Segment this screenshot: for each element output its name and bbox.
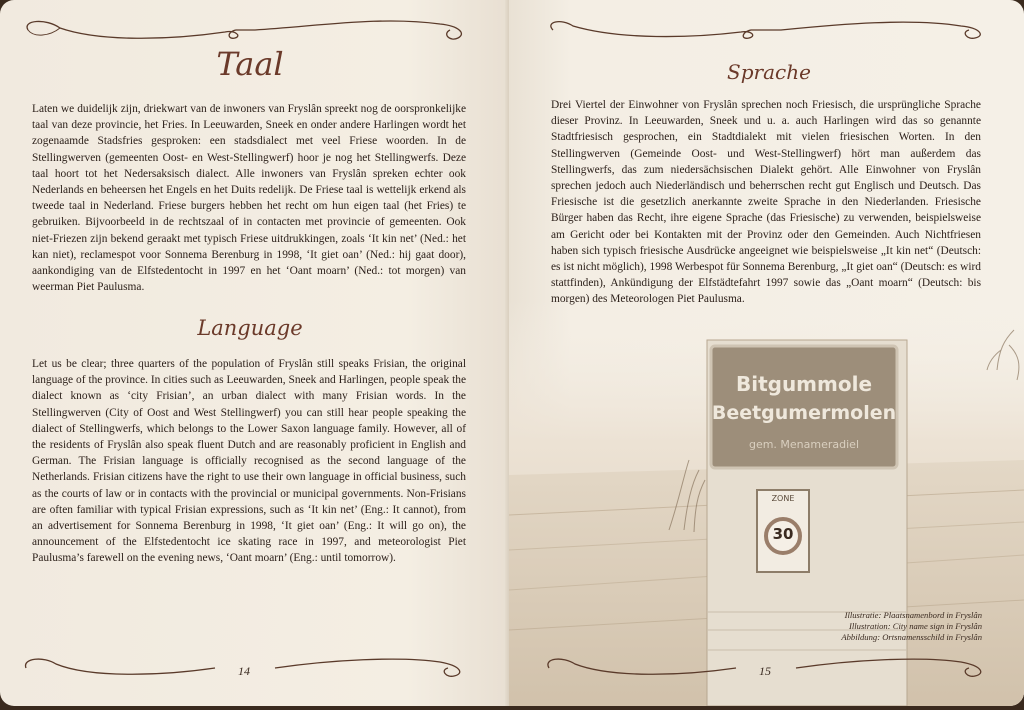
- caption-german: Abbildung: Ortsnamensschild in Fryslân: [841, 632, 982, 642]
- page-number-left: 14: [238, 664, 250, 678]
- sign-line-1: Bitgummole: [735, 372, 873, 396]
- page-title: Taal: [216, 45, 284, 83]
- english-paragraph: Let us be clear; three quarters of the population of Fryslân still speaks Frisian, the original language of the province. In cities such as Leeuwarden, Sneek and Harlingen, people speak the dialect known as ‘city Frisian’, an urban dialect with many Frisian words. In the Stellingwerven (City of Oost and West Stellingwerf) you can still hear people speaking the dialect of Stellingwerfs, which belongs to the Lower Saxon language family. However, all of the residents of Fryslân also speak fluent Dutch and are reasonably proficient in English and German. The Frisian language is officially recognised as the second language of the Netherlands. Frisian citizens have the right to use their own language in official business, such as the courts of law or in contacts with the provincial or municipal governments. Non-Frisians are often familiar with typical Frisian expressions, such as ‘It kin net’ (Eng.: It cannot), from an advertisement for Sonnema Berenburg in 1998, ‘It giet oan’ (Eng.: It will go on), the announcement of the Elfstedentocht ice skating race in 1997, and meteorologist Piet Paulusma’s farewell on the evening news, ‘Oant moarn’ (Eng.: until tomorrow).: [32, 358, 466, 565]
- illustration-caption: [841, 610, 982, 643]
- page-number-right: 15: [759, 664, 771, 678]
- speed-limit-value: 30: [772, 525, 794, 543]
- sign-line-2: Beetgumermolen: [711, 402, 897, 424]
- section-subtitle: Language: [197, 316, 303, 340]
- top-flourish-ornament: [20, 14, 470, 48]
- right-page: [509, 0, 1024, 706]
- caption-dutch: Illustratie: Plaatsnamenbord in Fryslân: [844, 610, 982, 620]
- sign-line-3: gem. Menameradiel: [748, 438, 860, 451]
- left-page: [0, 0, 509, 706]
- winter-road-sign-photo: [509, 300, 1024, 706]
- dutch-paragraph: Laten we duidelijk zijn, driekwart van de inwoners van Fryslân spreekt nog de oorspronkelijke taal van deze provincie, het Fries. In Leeuwarden, Sneek en onder andere Harlingen wordt het zogenaamde Stadsfries gesproken: een stadsdialect met veel Friese woorden. In de Stellingwerven (gemeenten Oost- en West-Stellingwerf) hoor je nog het Stellingwerfs. Deze taal hoort tot het Nedersaksisch dialect. Alle inwoners van Fryslân spreken echter ook Nederlands en beheersen het Engels en het Duits redelijk. De Friese taal is wettelijk erkend als tweede taal in Nederland. Friese burgers hebben het recht om hun eigen taal (het Fries) te gebruiken. Bijvoorbeeld in de rechtszaal of in contacten met provincie of gemeenten. Ook niet-Friezen zijn bekend geraakt met typisch Friese uitdrukkingen, zoals ‘It kin net’ (Ned.: het kan niet), reclamespot voor Sonnema Berenburg in 1998, ‘It giet oan’ (Ned.: hij gaat door), aankondiging van de Elfstedentocht in 1997 en het ‘Oant moarn’ (Ned.: tot morgen) van weerman Piet Paulusma.: [32, 103, 466, 294]
- zone-label: ZONE: [771, 494, 795, 503]
- caption-english: Illustration: City name sign in Fryslân: [849, 621, 982, 631]
- page-title: Sprache: [727, 60, 811, 84]
- top-flourish-ornament: [541, 14, 991, 48]
- german-paragraph: Drei Viertel der Einwohner von Fryslân sprechen noch Friesisch, die ursprüngliche Sprache dieser Provinz. In Leeuwarden, Sneek und u. a. auch Harlingen wird das so genannte Stadtfriesisch gesprochen, ein Stadtdialekt mit vielen friesischen Worten. In den Stellingwerven (Gemeinde Oost- und West-Stellingwerf) hört man außerdem das Stellingwerfs, das zum niedersächsischen Dialekt gehört. Alle Einwohner von Fryslân sprechen jedoch auch Niederländisch und beherrschen recht gut Englisch und Deutsch. Das Friesische ist die gesetzlich anerkannte zweite Sprache in den Niederlanden. Friesische Bürger haben das Recht, ihre eigene Sprache (das Friesische) zu verwenden, beispielsweise am Gericht oder bei Kontakten mit der Provinz oder den Gemeinden. Auch Nichtfriesen haben sich typisch friesische Ausdrücke angeeignet wie beispielsweise „It kin net“ (Deutsch: es ist nicht möglich), 1998 Werbespot für Sonnema Berenburg, „It giet oan“ (Deutsch: es wird stattfinden), Ankündigung der Elfstädtefahrt 1997 sowie das „Oant moarn“ (Deutsch: bis morgen) des Meteorologen Piet Paulusma.: [551, 99, 981, 306]
